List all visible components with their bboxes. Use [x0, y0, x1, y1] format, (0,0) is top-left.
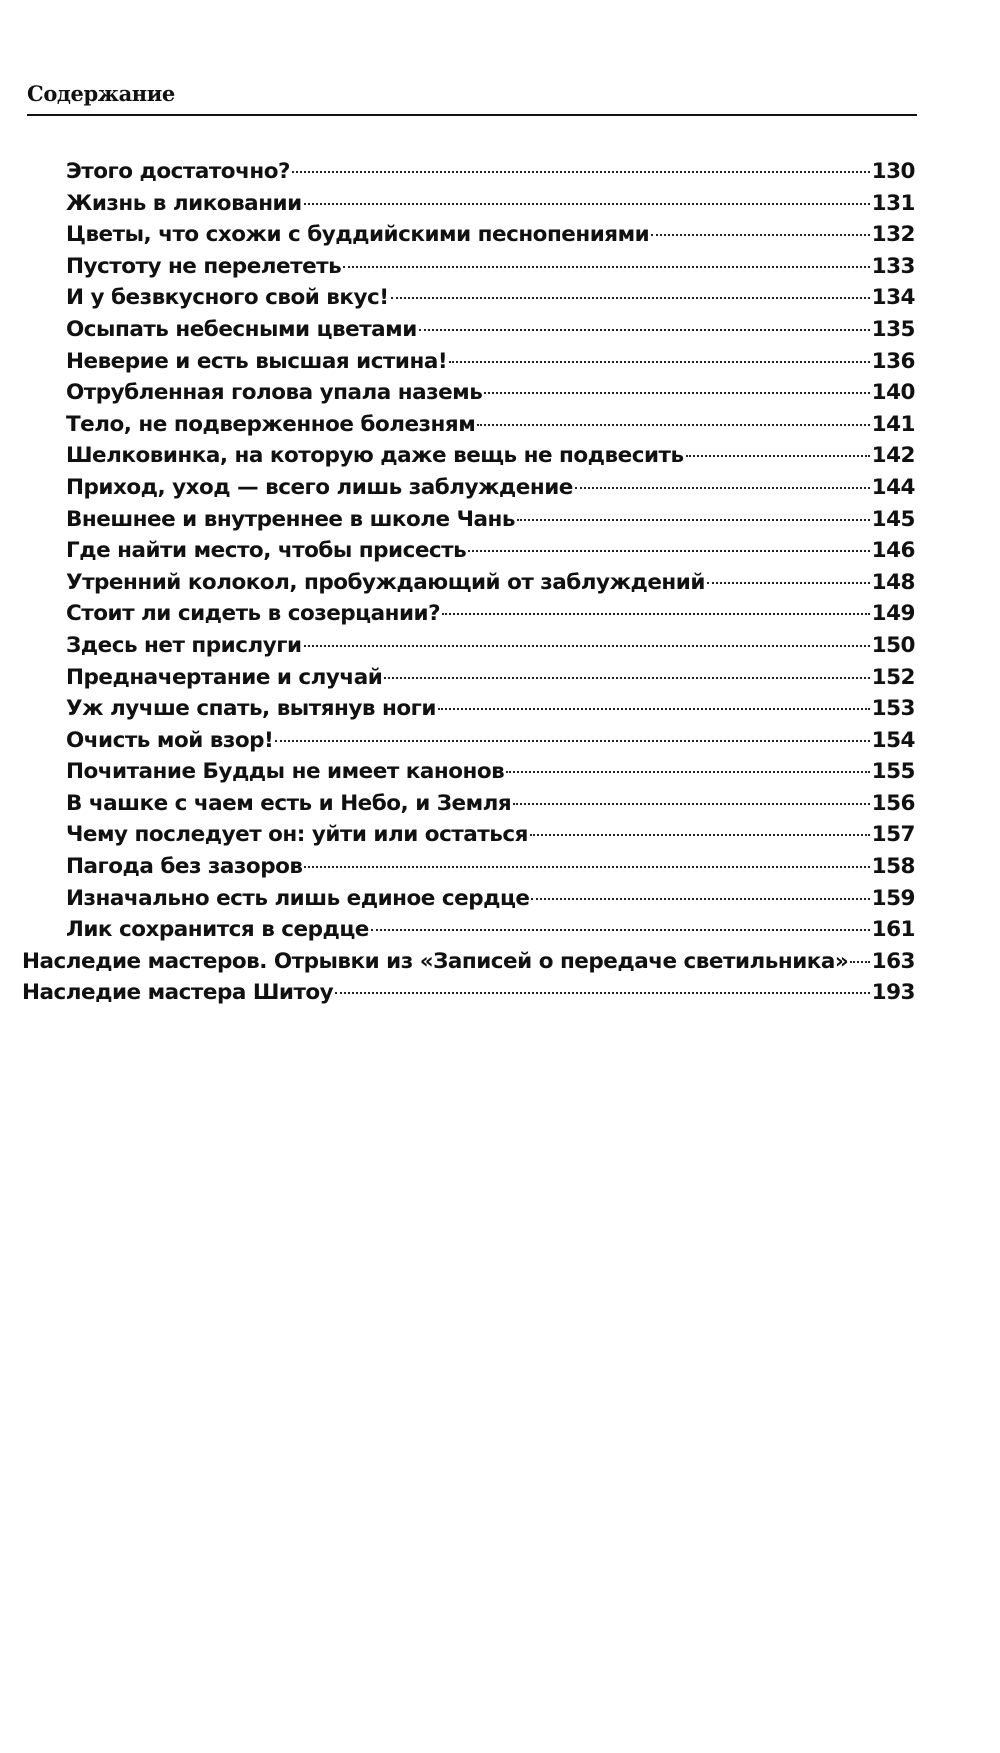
toc-entry [66, 314, 915, 346]
toc-entry-title: Где найти место, чтобы присесть [66, 538, 467, 564]
toc-dot-leader [506, 771, 869, 773]
toc-entry-title: Внешнее и внутреннее в школе Чань [66, 506, 515, 532]
toc-entry-page-number: 148 [871, 569, 915, 595]
toc-entry-title: Приход, уход — всего лишь заблуждение [66, 474, 573, 500]
toc-dot-leader [438, 708, 870, 710]
toc-dot-leader [530, 834, 870, 836]
toc-dot-leader [651, 234, 869, 236]
toc-entry-page-number: 156 [871, 790, 915, 816]
toc-entry-title: Жизнь в ликовании [66, 190, 302, 216]
toc-entry-title: Лик сохранится в сердце [66, 917, 369, 943]
toc-entry [66, 819, 915, 851]
toc-dot-leader [391, 297, 870, 299]
toc-entry-title: Осыпать небесными цветами [66, 316, 417, 342]
toc-dot-leader [468, 550, 869, 552]
toc-dot-leader [304, 866, 869, 868]
toc-entry-page-number: 131 [871, 190, 915, 216]
toc-dot-leader [419, 329, 870, 331]
toc-dot-leader [477, 424, 869, 426]
toc-entry [66, 251, 915, 283]
toc-dot-leader [513, 803, 869, 805]
toc-entry-title: Почитание Будды не имеет канонов [66, 759, 505, 785]
toc-entry-title: Неверие и есть высшая истина! [66, 348, 448, 374]
toc-entry [66, 377, 915, 409]
toc-entry [66, 219, 915, 251]
toc-entry-title: Отрубленная голова упала наземь [66, 380, 483, 406]
toc-dot-leader [371, 929, 870, 931]
toc-entry-page-number: 154 [871, 727, 915, 753]
toc-dot-leader [484, 392, 869, 394]
toc-entry [66, 851, 915, 883]
toc-entry-page-number: 157 [871, 822, 915, 848]
toc-entry-title: Пагода без зазоров [66, 854, 303, 880]
toc-entry-page-number: 158 [871, 854, 915, 880]
toc-entry-page-number: 140 [871, 380, 915, 406]
toc-entry-title: Наследие мастеров. Отрывки из «Записей о передаче светильника» [22, 948, 849, 974]
toc-dot-leader [304, 645, 870, 647]
toc-entry-page-number: 144 [871, 474, 915, 500]
toc-dot-leader [292, 171, 870, 173]
toc-entry-title: И у безвкусного свой вкус! [66, 285, 389, 311]
toc-entry-title: Цветы, что схожи с буддийскими песнопениями [66, 222, 650, 248]
toc-entry [66, 598, 915, 630]
toc-entry-title: Изначально есть лишь единое сердце [66, 885, 530, 911]
toc-entry [66, 409, 915, 441]
toc-dot-leader [531, 898, 869, 900]
toc-dot-leader [343, 266, 869, 268]
toc-entry-title: Стоит ли сидеть в созерцании? [66, 601, 441, 627]
toc-entry-page-number: 134 [871, 285, 915, 311]
toc-entry-title: Шелковинка, на которую даже вещь не подвесить [66, 443, 684, 469]
toc-entry-title: Пустоту не перелететь [66, 253, 342, 279]
toc-entry-page-number: 142 [871, 443, 915, 469]
toc-entry-page-number: 141 [871, 411, 915, 437]
toc-entry-title: Этого достаточно? [66, 159, 290, 184]
toc-dot-leader [335, 992, 869, 994]
toc-dot-leader [707, 582, 870, 584]
toc-entry [66, 535, 915, 567]
toc-entry-title: Очисть мой взор! [66, 727, 274, 753]
toc-entry-page-number: 163 [871, 948, 915, 974]
toc-entry-page-number: 136 [871, 348, 915, 374]
toc-entry-page-number: 159 [871, 885, 915, 911]
toc-entry [66, 188, 915, 220]
toc-entry-page-number: 152 [871, 664, 915, 690]
toc-dot-leader [442, 613, 870, 615]
toc-entry-page-number: 146 [871, 538, 915, 564]
toc-entry-title: Наследие мастера Шитоу [22, 980, 334, 1006]
toc-entry-page-number: 149 [871, 601, 915, 627]
toc-entry [22, 946, 915, 978]
toc-entry-page-number: 161 [871, 917, 915, 943]
toc-entry [66, 883, 915, 915]
toc-entry [66, 725, 915, 757]
running-head-title: Содержание [27, 81, 175, 106]
toc-entry [66, 504, 915, 536]
toc-entry-page-number: 145 [871, 506, 915, 532]
toc-entry-title: Утренний колокол, пробуждающий от заблуждений [66, 569, 705, 595]
toc-entry-page-number: 135 [871, 316, 915, 342]
toc-entry-title: Предначертание и случай [66, 664, 383, 690]
toc-dot-leader [575, 487, 870, 489]
toc-entry-page-number: 150 [871, 632, 915, 658]
toc-entry [66, 756, 915, 788]
toc-dot-leader [384, 677, 869, 679]
toc-entry [66, 693, 915, 725]
toc-entry [66, 440, 915, 472]
toc-entry [66, 156, 915, 188]
toc-entry [66, 472, 915, 504]
toc-entry-title: Здесь нет прислуги [66, 632, 302, 658]
toc-entry-title: В чашке с чаем есть и Небо, и Земля [66, 790, 512, 816]
toc-dot-leader [850, 961, 869, 963]
toc-entry [22, 977, 915, 1009]
table-of-contents [0, 156, 1000, 1009]
toc-dot-leader [686, 455, 870, 457]
toc-dot-leader [517, 519, 870, 521]
toc-entry-page-number: 155 [871, 759, 915, 785]
toc-entry-page-number: 130 [871, 159, 915, 184]
toc-entry-page-number: 193 [871, 980, 915, 1006]
toc-entry-page-number: 133 [871, 253, 915, 279]
running-head [27, 82, 917, 116]
toc-entry-title: Тело, не подверженное болезням [66, 411, 476, 437]
toc-dot-leader [275, 740, 869, 742]
toc-entry [66, 282, 915, 314]
toc-dot-leader [449, 361, 869, 363]
toc-entry [66, 567, 915, 599]
toc-entry [66, 914, 915, 946]
toc-dot-leader [304, 203, 870, 205]
toc-entry [66, 662, 915, 694]
toc-entry-title: Чему последует он: уйти или остаться [66, 822, 528, 848]
toc-entry [66, 630, 915, 662]
toc-entry-page-number: 132 [871, 222, 915, 248]
toc-entry [66, 346, 915, 378]
toc-entry [66, 788, 915, 820]
toc-entry-title: Уж лучше спать, вытянув ноги [66, 696, 436, 722]
toc-entry-page-number: 153 [871, 696, 915, 722]
